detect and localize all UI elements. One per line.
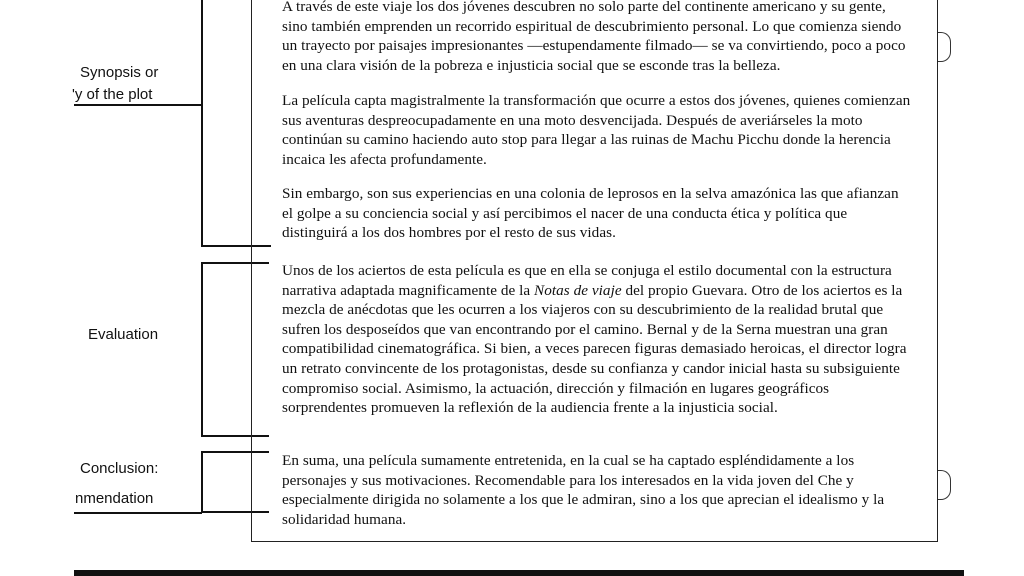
evaluation-text-end: del propio Guevara. Otro de los aciertos es la mezcla de anécdotas que les ocurren a los viajeros con su descubrimiento de la realidad brutal que sufren los desposeídos que van encontrando por el camino. Bernal y de la Serna muestran una gran compatibilidad cinematográfica. Si bien, a veces parecen figuras demasiado heroicas, el director logra un retrato convincente de los protagonistas, desde su confianza y candor inicial hasta su subsiguiente compromiso social. Asimismo, la actuación, dirección y filmación en lugares geográficos sorprendentes promueven la reflexión de la audiencia frente a la injusticia social. <box>282 281 907 417</box>
right-margin-brace <box>938 470 951 500</box>
label-conclusion-line2: nmendation <box>75 490 154 507</box>
label-conclusion-line1: Conclusion: <box>80 460 159 477</box>
label-synopsis-line1: Synopsis or <box>80 64 159 81</box>
label-synopsis-line2: 'y of the plot <box>72 86 153 103</box>
synopsis-underline <box>74 104 202 106</box>
label-evaluation: Evaluation <box>88 326 159 343</box>
review-paragraph-synopsis-3: Sin embargo, son sus experiencias en una colonia de leprosos en la selva amazónica las que afianzan el golpe a su conciencia social y así percibimos el nacer de una conducta ética y política que distinguirá a los dos hombres por el resto de sus vidas. <box>282 185 899 242</box>
evaluation-bracket-vertical <box>201 262 203 436</box>
review-paragraph-synopsis-2: La película capta magistralmente la transformación que ocurre a estos dos jóvenes, quienes comienzan sus aventuras despreocupadamente en una moto desvencijada. Después de averiárseles la moto continúan su camino haciendo auto stop para llegar a las ruinas de Machu Picchu donde la herencia incaica les afecta profundamente. <box>282 92 911 168</box>
review-paragraph-evaluation <box>282 261 912 418</box>
page-bottom-bar <box>74 570 964 576</box>
right-margin-brace <box>938 32 951 62</box>
review-paragraph-synopsis-1: A través de este viaje los dos jóvenes descubren no solo parte del continente americano y su gente, sino también emprenden un recorrido espiritual de descubrimiento personal. Lo que comienza siendo un trayecto por paisajes impresionantes —estupendamente filmado— se va convirtiendo, poco a poco en una clara visión de la pobreza e injusticia social que se esconde tras la belleza. <box>282 0 906 74</box>
conclusion-underline <box>74 512 202 514</box>
synopsis-bracket-vertical <box>201 0 203 246</box>
evaluation-text-start: Unos de los aciertos de esta película es que en ella se conjuga el estilo documental con la estructura narrativa adaptada magnificamente de la <box>282 262 892 299</box>
conclusion-bracket-vertical <box>201 451 203 512</box>
review-paragraph-conclusion: En suma, una película sumamente entretenida, en la cual se ha captado espléndidamente a los personajes y sus motivaciones. Recomendable para los interesados en la vida joven del Che y especialmente dirigida no solamente a los que le admiran, sino a los que aprecian el idealismo y la solidaridad humana. <box>282 452 885 528</box>
evaluation-italic-title: Notas de viaje <box>534 281 622 299</box>
